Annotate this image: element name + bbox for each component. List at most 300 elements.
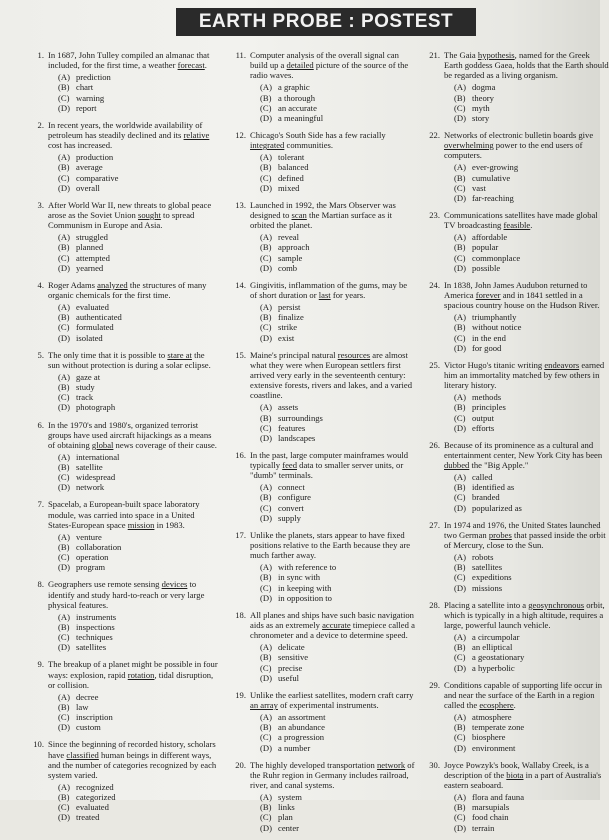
answer-option[interactable] [250, 792, 415, 802]
answer-option[interactable] [48, 712, 218, 722]
option-text: comb [278, 262, 298, 273]
answer-option[interactable] [48, 562, 218, 572]
option-letter: (B) [260, 92, 272, 103]
option-letter: (B) [58, 312, 70, 323]
answer-option[interactable] [444, 652, 609, 662]
answer-option[interactable] [250, 812, 415, 822]
question-number: 16. [235, 449, 246, 460]
answer-option[interactable] [250, 503, 415, 513]
option-letter: (A) [58, 371, 70, 382]
option-letter: (C) [58, 632, 70, 643]
answer-option[interactable] [48, 302, 218, 312]
answer-option[interactable] [250, 652, 415, 662]
question-item [230, 450, 415, 523]
answer-option[interactable] [48, 152, 218, 162]
question-stem: In the 1970's and 1980's, organized terrorist groups have used aircraft hijackings as a means of obtaining global news coverage of their cause. [48, 419, 217, 450]
underlined-word: forever [475, 289, 501, 300]
option-text: with reference to [278, 562, 337, 573]
answer-option[interactable] [444, 492, 609, 502]
answer-option[interactable] [48, 312, 218, 322]
answer-option[interactable] [250, 402, 415, 412]
answer-option[interactable] [444, 162, 609, 172]
option-letter: (B) [260, 492, 272, 503]
answer-option[interactable] [250, 173, 415, 183]
option-text: center [278, 822, 299, 833]
answer-option[interactable] [48, 702, 218, 712]
option-text: track [76, 392, 94, 403]
answer-option[interactable] [444, 722, 609, 732]
answer-option[interactable] [48, 103, 218, 113]
option-text: inspections [76, 622, 115, 633]
question-number: 13. [235, 199, 246, 210]
option-text: popular [472, 242, 499, 253]
answer-option[interactable] [444, 743, 609, 753]
answer-option[interactable] [444, 93, 609, 103]
option-text: decree [76, 691, 99, 702]
question-item [424, 600, 609, 673]
option-letter: (D) [454, 502, 466, 513]
answer-option[interactable] [48, 792, 218, 802]
question-stem: Maine's principal natural resources are almost what they were when European settlers first arrived very early in the seventeenth century: extensive forests, rivers and lakes, and a varied coastline. [250, 349, 413, 401]
answer-option[interactable] [444, 812, 609, 822]
option-letter: (A) [260, 792, 272, 803]
answer-option[interactable] [48, 482, 218, 492]
option-letter: (C) [260, 812, 272, 823]
option-letter: (A) [260, 562, 272, 573]
answer-option[interactable] [444, 312, 609, 322]
option-text: balanced [278, 162, 309, 173]
option-text: isolated [76, 332, 103, 343]
answer-option[interactable] [250, 562, 415, 572]
option-letter: (B) [454, 92, 466, 103]
question-item [230, 200, 415, 273]
underlined-word: geosynchronous [528, 599, 585, 610]
answer-option[interactable] [444, 482, 609, 492]
question-stem: In the past, large computer mainframes would typically feed data to smaller server units, or "dumb" terminals. [250, 449, 409, 481]
option-letter: (D) [260, 592, 272, 603]
question-stem: Spacelab, a European-built space laboratory module, was carried into space in a United States-European space mission in 1983. [48, 499, 200, 530]
answer-option[interactable] [444, 113, 609, 123]
answer-option[interactable] [48, 802, 218, 812]
option-letter: (A) [58, 691, 70, 702]
option-text: a geostationary [472, 652, 525, 663]
option-text: atmosphere [472, 712, 512, 723]
answer-option[interactable] [250, 113, 415, 123]
option-letter: (A) [58, 451, 70, 462]
answer-option[interactable] [250, 333, 415, 343]
option-letter: (A) [260, 642, 272, 653]
answer-option[interactable] [250, 732, 415, 742]
option-text: commonplace [472, 252, 521, 263]
option-text: marsupials [472, 802, 510, 813]
question-item [230, 760, 415, 833]
answer-option[interactable] [444, 663, 609, 673]
underlined-word: detailed [286, 60, 314, 71]
option-letter: (A) [260, 482, 272, 493]
question-item [424, 520, 609, 593]
option-text: story [472, 112, 490, 123]
option-text: a meaningful [278, 112, 324, 123]
option-letter: (A) [58, 611, 70, 622]
answer-option[interactable] [250, 743, 415, 753]
option-letter: (D) [454, 662, 466, 673]
answer-option[interactable] [250, 242, 415, 252]
option-text: finalize [278, 312, 304, 323]
answer-option[interactable] [444, 193, 609, 203]
option-text: overall [76, 182, 100, 193]
option-letter: (B) [454, 722, 466, 733]
option-text: a number [278, 742, 311, 753]
option-letter: (A) [260, 402, 272, 413]
option-text: robots [472, 552, 494, 563]
question-item [230, 130, 415, 193]
answer-option[interactable] [250, 103, 415, 113]
answer-option[interactable] [250, 583, 415, 593]
answer-option[interactable] [444, 802, 609, 812]
answer-option[interactable] [48, 173, 218, 183]
option-letter: (D) [58, 482, 70, 493]
option-letter: (A) [454, 712, 466, 723]
answer-option[interactable] [444, 242, 609, 252]
answer-option[interactable] [48, 532, 218, 542]
option-letter: (C) [454, 812, 466, 823]
question-number: 12. [235, 129, 246, 140]
option-letter: (D) [58, 102, 70, 113]
answer-option[interactable] [48, 612, 218, 622]
answer-option[interactable] [250, 642, 415, 652]
question-stem: The Gaia hypothesis, named for the Greek Earth goddess Gaea, holds that the Earth should be regarded as a living organism. [444, 50, 609, 81]
question-number: 14. [235, 279, 246, 290]
option-letter: (D) [454, 342, 466, 353]
option-letter: (C) [58, 172, 70, 183]
question-number: 17. [235, 529, 246, 540]
answer-option[interactable] [250, 312, 415, 322]
underlined-word: hypothesis [477, 50, 515, 60]
underlined-word: biota [506, 769, 524, 780]
answer-option[interactable] [250, 823, 415, 833]
option-text: a progression [278, 732, 325, 743]
answer-option[interactable] [444, 413, 609, 423]
option-text: assets [278, 402, 299, 413]
answer-option[interactable] [444, 823, 609, 833]
option-letter: (B) [260, 652, 272, 663]
option-letter: (C) [260, 502, 272, 513]
question-stem: Conditions capable of supporting life occur in and near the surface of the Earth in a region called the ecosphere. [444, 679, 602, 711]
underlined-word: network [376, 759, 406, 770]
option-text: vast [472, 182, 486, 193]
question-item [424, 210, 609, 273]
answer-option[interactable] [444, 232, 609, 242]
question-number: 2. [37, 119, 44, 130]
answer-option[interactable] [250, 433, 415, 443]
question-item [28, 50, 218, 113]
question-item [28, 350, 218, 413]
question-number: 20. [235, 759, 246, 770]
option-letter: (C) [58, 802, 70, 813]
option-text: defined [278, 172, 304, 183]
option-letter: (A) [454, 312, 466, 323]
option-text: average [76, 162, 103, 173]
underlined-word: accurate [322, 620, 351, 631]
question-stem: All planes and ships have such basic navigation aids as an extremely accurate timepiece called a chronometer and a device to determine speed. [250, 609, 415, 641]
question-stem: Because of its prominence as a cultural and entertainment center, New York City has been dubbed the "Big Apple." [444, 439, 603, 471]
option-text: useful [278, 672, 300, 683]
option-letter: (C) [58, 472, 70, 483]
option-letter: (B) [58, 702, 70, 713]
answer-option[interactable] [48, 782, 218, 792]
underlined-word: rotation [127, 669, 155, 680]
option-text: prediction [76, 72, 111, 83]
underlined-word: scan [291, 209, 307, 220]
option-text: surroundings [278, 412, 323, 423]
option-text: law [76, 702, 89, 713]
answer-option[interactable] [48, 232, 218, 242]
option-text: food chain [472, 812, 509, 823]
option-letter: (D) [260, 742, 272, 753]
option-letter: (A) [260, 82, 272, 93]
answer-option[interactable] [250, 253, 415, 263]
answer-option[interactable] [250, 232, 415, 242]
question-item [424, 440, 609, 513]
option-text: comparative [76, 172, 119, 183]
answer-option[interactable] [48, 452, 218, 462]
option-text: report [76, 102, 97, 113]
answer-option[interactable] [48, 552, 218, 562]
answer-option[interactable] [250, 593, 415, 603]
question-number: 30. [429, 759, 440, 770]
option-text: expeditions [472, 572, 512, 583]
answer-option[interactable] [48, 692, 218, 702]
question-stem: Gingivitis, inflammation of the gums, may be of short duration or last for years. [250, 279, 408, 300]
answer-option[interactable] [444, 263, 609, 273]
answer-option[interactable] [444, 402, 609, 412]
option-letter: (B) [454, 642, 466, 653]
answer-option[interactable] [48, 372, 218, 382]
answer-option[interactable] [250, 673, 415, 683]
option-text: persist [278, 302, 301, 313]
question-column-3 [424, 50, 609, 840]
option-text: formulated [76, 322, 114, 333]
option-letter: (C) [454, 252, 466, 263]
question-number: 15. [235, 349, 246, 360]
option-letter: (A) [454, 232, 466, 243]
option-letter: (C) [454, 102, 466, 113]
answer-option[interactable] [444, 562, 609, 572]
answer-option[interactable] [444, 552, 609, 562]
answer-option[interactable] [48, 93, 218, 103]
option-letter: (C) [260, 102, 272, 113]
answer-option[interactable] [250, 722, 415, 732]
question-column-1 [28, 50, 218, 830]
option-text: exist [278, 332, 295, 343]
answer-option[interactable] [444, 792, 609, 802]
answer-option[interactable] [444, 253, 609, 263]
underlined-word: devices [161, 579, 188, 590]
answer-option[interactable] [444, 173, 609, 183]
answer-option[interactable] [444, 642, 609, 652]
answer-option[interactable] [250, 423, 415, 433]
underlined-word: last [318, 289, 331, 300]
answer-option[interactable] [48, 402, 218, 412]
option-text: categorized [76, 792, 116, 803]
question-item [424, 50, 609, 123]
option-text: attempted [76, 252, 110, 263]
answer-option[interactable] [250, 413, 415, 423]
answer-option[interactable] [444, 712, 609, 722]
option-text: custom [76, 722, 101, 733]
option-text: cumulative [472, 172, 511, 183]
answer-option[interactable] [250, 183, 415, 193]
option-text: efforts [472, 422, 495, 433]
option-text: temperate zone [472, 722, 525, 733]
option-text: planned [76, 242, 104, 253]
option-letter: (A) [58, 72, 70, 83]
answer-option[interactable] [48, 812, 218, 822]
answer-option[interactable] [48, 183, 218, 193]
question-item [230, 690, 415, 753]
answer-option[interactable] [48, 622, 218, 632]
answer-option[interactable] [250, 572, 415, 582]
answer-option[interactable] [48, 472, 218, 482]
answer-option[interactable] [444, 82, 609, 92]
answer-option[interactable] [444, 343, 609, 353]
answer-option[interactable] [48, 392, 218, 402]
underlined-word: feasible [503, 220, 531, 231]
question-stem: The highly developed transportation network of the Ruhr region in Germany includes railroad, river, and canal systems. [250, 759, 415, 790]
question-stem: In 1974 and 1976, the United States launched two German probes that passed inside the orbit of Mercury, close to the Sun. [444, 519, 606, 551]
option-letter: (B) [58, 382, 70, 393]
option-letter: (A) [454, 552, 466, 563]
option-letter: (B) [454, 802, 466, 813]
option-letter: (C) [260, 662, 272, 673]
option-letter: (C) [58, 552, 70, 563]
answer-option[interactable] [250, 712, 415, 722]
answer-option[interactable] [48, 462, 218, 472]
question-number: 27. [429, 519, 440, 530]
question-item [230, 280, 415, 343]
underlined-word: relative [183, 129, 210, 140]
answer-option[interactable] [250, 482, 415, 492]
answer-option[interactable] [444, 423, 609, 433]
option-letter: (C) [260, 322, 272, 333]
underlined-word: stare at [167, 349, 192, 360]
answer-option[interactable] [48, 542, 218, 552]
question-stem: Roger Adams analyzed the structures of many organic chemicals for the first time. [48, 279, 207, 300]
answer-option[interactable] [444, 392, 609, 402]
question-stem: In 1838, John James Audubon returned to America forever and in 1841 settled in a spacious country house on the Hudson River. [444, 279, 600, 311]
answer-option[interactable] [250, 492, 415, 502]
answer-option[interactable] [48, 632, 218, 642]
option-letter: (D) [260, 182, 272, 193]
answer-option[interactable] [250, 302, 415, 312]
option-letter: (A) [454, 162, 466, 173]
option-text: warning [76, 92, 105, 103]
option-letter: (D) [58, 722, 70, 733]
question-number: 22. [429, 129, 440, 140]
option-letter: (B) [58, 82, 70, 93]
answer-option[interactable] [444, 732, 609, 742]
answer-option[interactable] [444, 103, 609, 113]
answer-option[interactable] [250, 263, 415, 273]
answer-option[interactable] [250, 162, 415, 172]
answer-option[interactable] [48, 72, 218, 82]
option-letter: (B) [58, 462, 70, 473]
option-letter: (B) [260, 162, 272, 173]
answer-option[interactable] [250, 663, 415, 673]
option-text: a thorough [278, 92, 315, 103]
option-text: reveal [278, 232, 299, 243]
question-item [28, 280, 218, 343]
answer-option[interactable] [48, 162, 218, 172]
option-letter: (B) [58, 242, 70, 253]
option-text: flora and fauna [472, 792, 525, 803]
answer-option[interactable] [48, 242, 218, 252]
answer-option[interactable] [444, 322, 609, 332]
option-letter: (A) [454, 792, 466, 803]
option-text: theory [472, 92, 494, 103]
option-letter: (D) [58, 262, 70, 273]
underlined-word: classified [66, 749, 99, 760]
question-number: 19. [235, 689, 246, 700]
question-number: 4. [37, 279, 44, 290]
answer-option[interactable] [444, 472, 609, 482]
option-text: recognized [76, 782, 114, 792]
answer-option[interactable] [250, 322, 415, 332]
answer-option[interactable] [444, 632, 609, 642]
option-letter: (C) [58, 322, 70, 333]
answer-option[interactable] [48, 263, 218, 273]
question-stem: Launched in 1992, the Mars Observer was designed to scan the Martian surface as it orbited the planet. [250, 199, 396, 231]
answer-option[interactable] [444, 183, 609, 193]
option-text: landscapes [278, 432, 316, 443]
answer-option[interactable] [444, 583, 609, 593]
answer-option[interactable] [48, 322, 218, 332]
option-letter: (D) [58, 332, 70, 343]
answer-option[interactable] [444, 503, 609, 513]
question-number: 10. [33, 739, 44, 750]
question-stem: In 1687, John Tulley compiled an almanac that included, for the first time, a weather forecast. [48, 50, 210, 71]
question-number: 28. [429, 599, 440, 610]
option-text: gaze at [76, 371, 101, 382]
question-number: 26. [429, 439, 440, 450]
question-stem: Unlike the planets, stars appear to have fixed positions relative to the Earth because they are much farther away. [250, 529, 411, 561]
option-letter: (D) [454, 192, 466, 203]
underlined-word: resources [337, 349, 371, 360]
answer-option[interactable] [444, 572, 609, 582]
answer-option[interactable] [48, 642, 218, 652]
answer-option[interactable] [48, 82, 218, 92]
answer-option[interactable] [48, 382, 218, 392]
answer-option[interactable] [250, 802, 415, 812]
option-letter: (B) [454, 402, 466, 413]
underlined-word: dubbed [444, 460, 470, 471]
answer-option[interactable] [444, 333, 609, 343]
answer-option[interactable] [48, 333, 218, 343]
option-letter: (B) [260, 312, 272, 323]
option-text: principles [472, 402, 506, 413]
option-letter: (B) [454, 242, 466, 253]
underlined-word: forecast [177, 60, 205, 71]
option-text: dogma [472, 82, 496, 93]
answer-option[interactable] [250, 93, 415, 103]
answer-option[interactable] [48, 722, 218, 732]
option-text: sample [278, 252, 303, 263]
answer-option[interactable] [48, 253, 218, 263]
answer-option[interactable] [250, 513, 415, 523]
answer-option[interactable] [250, 82, 415, 92]
underlined-word: mission [127, 519, 155, 530]
answer-option[interactable] [250, 152, 415, 162]
